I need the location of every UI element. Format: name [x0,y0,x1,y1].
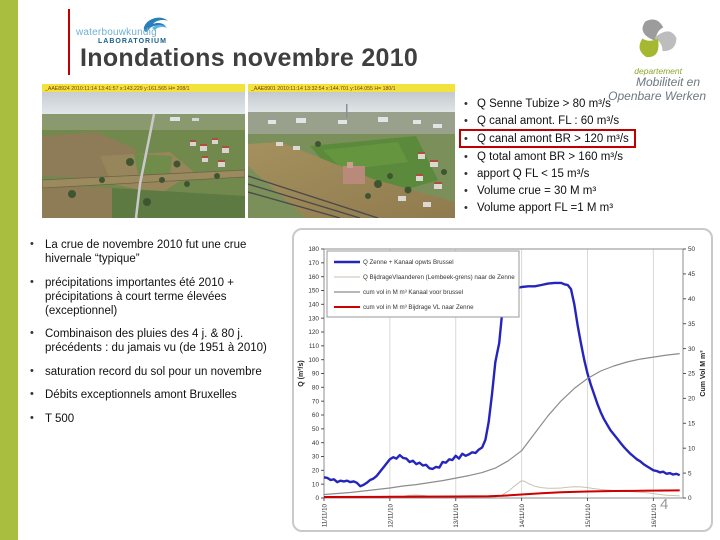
y-left-axis-title: Q (m³/s) [298,360,305,387]
stat-item [459,129,636,148]
y-right-tick-label: 15 [688,420,696,428]
stat-item-text: Q Senne Tubize > 80 m³/s [477,97,611,110]
bullet-icon: • [30,275,34,288]
note-item-text: La crue de novembre 2010 fut une crue hivernale “typique” [45,239,247,266]
stat-item [464,95,716,112]
logo-text-laboratorium: LABORATORIUM [98,38,167,45]
y-right-tick-label: 50 [688,246,696,254]
legend-label: cum vol in M m³ Kanaal voor brussel [363,289,464,297]
y-right-tick-label: 0 [688,495,692,503]
bullet-icon: • [30,238,34,250]
bullet-icon: • [464,132,468,145]
bullet-icon: • [464,167,468,180]
flood-photo-right [248,84,455,218]
y-left-tick-label: 100 [308,356,319,364]
y-left-tick-label: 150 [308,287,319,295]
y-right-tick-label: 5 [688,470,692,478]
stat-item-text: Q canal amont. FL : 60 m³/s [477,114,620,127]
photo-right-caption: _AAE8901 2010:11:14 13:32:54 x:144.701 y:164.055 H= 180/1 [251,86,396,92]
pinwheel-swirl-icon [628,12,684,66]
bullet-icon: • [30,327,34,340]
y-left-tick-label: 30 [311,453,319,461]
y-left-tick-label: 180 [308,246,319,254]
y-left-tick-label: 10 [311,481,319,489]
note-item [30,388,288,402]
y-left-tick-label: 160 [308,273,319,281]
y-left-tick-label: 0 [315,495,319,503]
note-item [30,238,288,266]
logo-text-waterbouwkundig: waterbouwkundig [76,27,157,38]
stat-item-text: Volume crue = 30 M m³ [477,184,597,197]
flood-photo-right-image [248,84,455,218]
series-line-3 [324,490,680,497]
bullet-icon: • [464,150,468,163]
y-left-tick-label: 110 [308,343,319,351]
flood-photo-left [42,84,245,218]
page-title: Inondations novembre 2010 [80,44,419,72]
legend-label: cum vol in M m³ Bijdrage VL naar Zenne [363,304,474,312]
note-item [30,365,288,379]
y-right-tick-label: 45 [688,271,696,279]
y-right-tick-label: 10 [688,445,696,453]
mow-departement-text: departement [634,66,682,76]
x-tick-label: 13/11/10 [453,504,461,528]
discharge-chart-panel [292,228,713,532]
bullet-icon: • [464,184,468,197]
photo-left-caption: _AAE8924 2010:11:14 13:41:57 x:143.229 y:161.565 H= 208/1 [45,86,190,92]
flood-photo-left-image [42,84,245,218]
note-item-text: Débits exceptionnels amont Bruxelles [45,389,237,402]
x-tick-label: 15/11/10 [584,504,592,528]
x-tick-label: 11/11/10 [321,504,329,528]
x-tick-label: 14/11/10 [519,504,527,528]
flow-stats-list [464,95,716,216]
mow-mobiliteit-text: Mobiliteit en [635,75,700,89]
legend-label: Q Zenne + Kanaal opwts Brussel [363,259,454,267]
bullet-icon: • [30,411,34,424]
note-item-text: T 500 [45,412,75,425]
stat-item-text: apport Q FL < 15 m³/s [477,167,590,180]
y-left-tick-label: 50 [311,426,319,434]
y-right-tick-label: 25 [688,370,696,378]
green-accent-bar [0,0,18,540]
page-number: 4 [660,496,669,513]
x-tick-label: 16/11/10 [650,504,658,528]
bullet-icon: • [30,388,34,401]
y-left-tick-label: 20 [311,467,319,475]
stat-item [464,199,716,216]
y-left-tick-label: 40 [311,439,319,447]
y-left-tick-label: 170 [308,260,319,268]
stat-item [464,165,716,182]
y-left-tick-label: 80 [311,384,319,392]
stat-item-text: Q total amont BR > 160 m³/s [477,150,624,163]
notes-list [30,238,288,435]
y-right-tick-label: 40 [688,296,696,303]
y-left-tick-label: 60 [311,412,319,420]
y-right-axis-title: Cum Vol M m³ [700,350,707,397]
y-left-tick-label: 130 [308,315,319,323]
note-item-text: Combinaison des pluies des 4 j. & 80 j. précédents : du jamais vu (de 1951 à 2010) [45,328,267,355]
y-right-tick-label: 30 [688,345,696,353]
y-left-tick-label: 70 [311,398,319,406]
mow-openbare-text: Openbare Werken [608,89,706,103]
note-item [30,327,288,355]
discharge-chart [294,230,711,530]
stat-item-text: Q canal amont BR > 120 m³/s [477,132,629,145]
bullet-icon: • [464,201,468,214]
stat-item [464,112,716,129]
x-tick-label: 12/11/10 [387,504,395,528]
y-left-tick-label: 90 [311,370,319,378]
note-item [30,412,288,426]
red-accent-line [68,9,70,75]
y-right-tick-label: 20 [688,395,696,403]
y-left-tick-label: 120 [308,329,319,337]
stat-item-text: Volume apport FL =1 M m³ [477,201,614,214]
bullet-icon: • [30,364,34,377]
bullet-icon: • [464,114,468,127]
y-left-tick-label: 140 [308,301,319,309]
stat-item [464,148,716,165]
bullet-icon: • [464,97,468,110]
legend-label: Q BijdrageVlaanderen (Lembeek-grens) naar de Zenne [363,274,515,282]
note-item [30,276,288,318]
stat-item [464,182,716,199]
note-item-text: saturation record du sol pour un novembre [45,365,262,378]
y-right-tick-label: 35 [688,320,696,328]
note-item-text: précipitations importantes été 2010 + précipitations à court terme élevées (exceptionnel) [45,276,234,317]
mow-logo [582,10,712,103]
